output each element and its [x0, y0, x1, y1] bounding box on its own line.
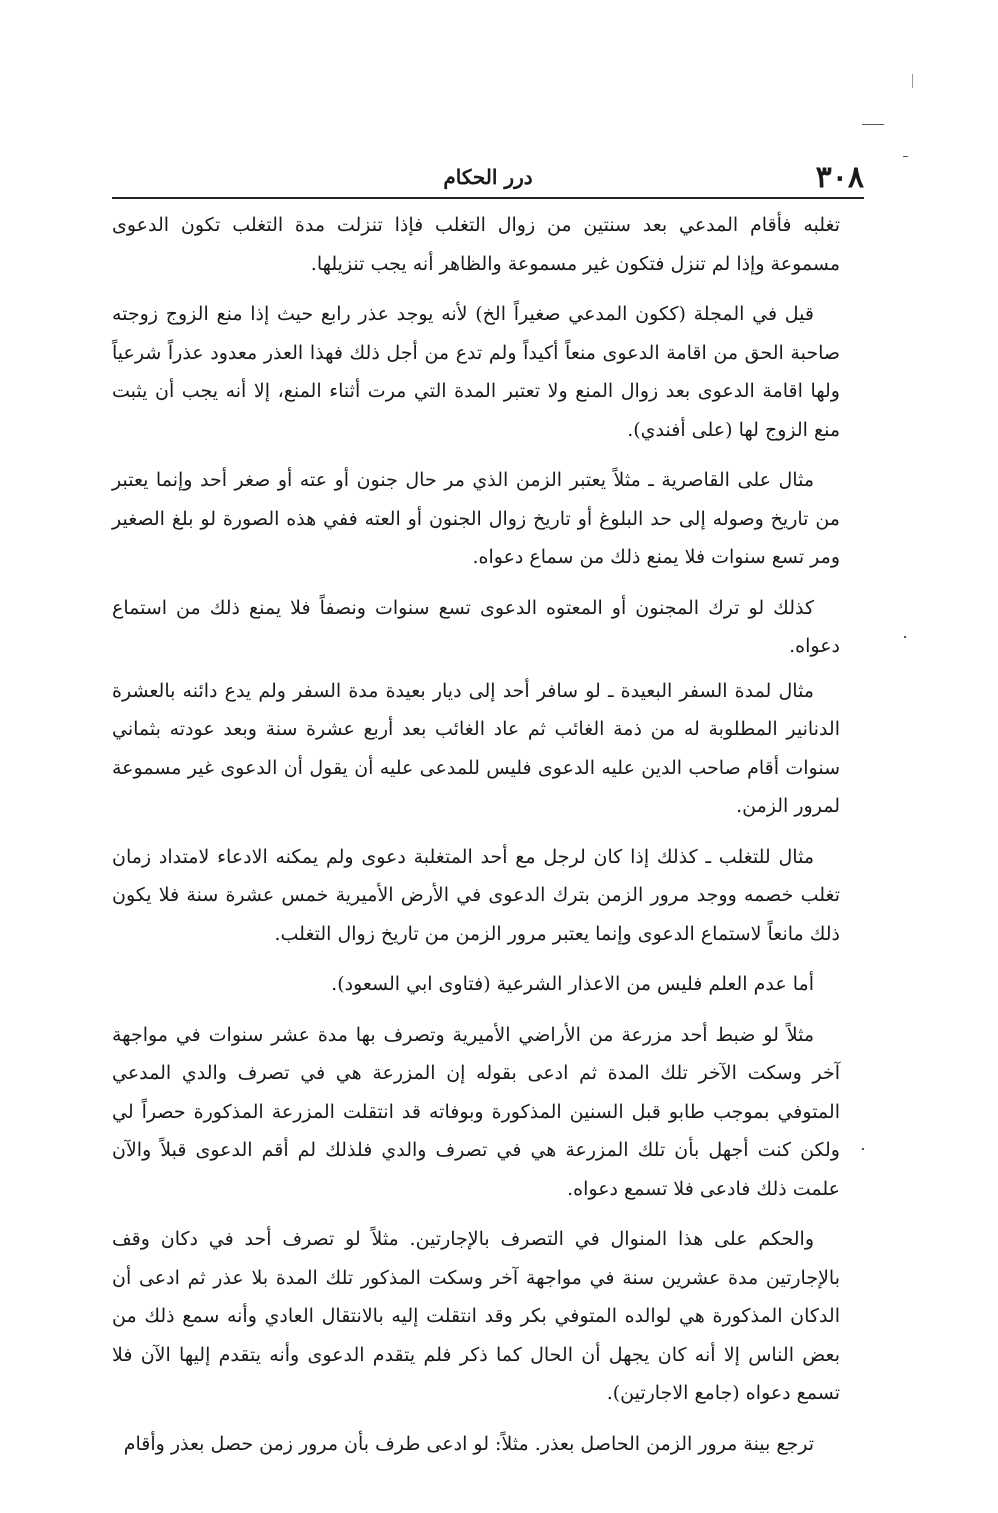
paragraph: مثلاً لو ضبط أحد مزرعة من الأراضي الأميرية وتصرف بها مدة عشر سنوات في مواجهة آخر وسكت الآخر تلك المدة ثم ادعى بقوله إن المزرعة هي في تصرف والدي المدعي المتوفي بموجب طابو قبل السنين المذكورة وبوفاته قد انتقلت المزرعة المذكورة حصراً لي ولكن كنت أجهل بأن تلك المزرعة هي في تصرف والدي فلذلك لم أقم الدعوى قبلاً والآن علمت ذلك فادعى فلا تسمع دعواه. [112, 1023, 840, 1200]
paragraph: أما عدم العلم فليس من الاعذار الشرعية (فتاوى ابي السعود). [331, 973, 814, 995]
paragraph: كذلك لو ترك المجنون أو المعتوه الدعوى تسع سنوات ونصفاً فلا يمنع ذلك من استماع دعواه. [112, 596, 840, 657]
scan-speck [912, 74, 913, 88]
body-text [112, 206, 840, 1475]
paragraph: والحكم على هذا المنوال في التصرف بالإجارتين. مثلاً لو تصرف أحد في دكان وقف بالإجارتين مدة عشرين سنة في مواجهة آخر وسكت المذكور تلك المدة بلا عذر ثم ادعى أن الدكان المذكورة هي لوالده المتوفي بكر وقد انتقلت إليه بالانتقال العادي وأنه سمع ذلك من بعض الناس إلا أنه كان يجهل أن الحال كما ذكر فلم يتقدم الدعوى وأنه يتقدم إليها الآن فلا تسمع دعواه (جامع الاجارتين). [112, 1228, 840, 1404]
paragraph: مثال للتغلب ـ كذلك إذا كان لرجل مع أحد المتغلبة دعوى ولم يمكنه الادعاء لامتداد زمان تغلب خصمه ووجد مرور الزمن بترك الدعوى في الأرض الأميرية خمس عشرة سنة فلا يكون ذلك مانعاً لاستماع الدعوى وإنما يعتبر مرور الزمن من تاريخ زوال التغلب. [112, 845, 840, 945]
page-header [112, 160, 864, 196]
running-title: درر الحكام [443, 165, 533, 189]
paragraph: مثال على القاصرية ـ مثلاً يعتبر الزمن الذي مر حال جنون أو عته أو صغر أحد وإنما يعتبر من تاريخ وصوله إلى حد البلوغ أو تاريخ زوال الجنون أو العته ففي هذه الصورة لو بلغ الصغير ومر تسع سنوات فلا يمنع ذلك من سماع دعواه. [112, 469, 840, 568]
scan-speck [903, 156, 908, 157]
paragraph: قيل في المجلة (ككون المدعي صغيراً الخ) لأنه يوجد عذر رابع حيث إذا منع الزوج زوجته صاحبة الحق من اقامة الدعوى منعاً أكيداً ولم تدع من أجل ذلك فهذا العذر معدود عذراً شرعياً ولها اقامة الدعوى بعد زوال المنع ولا تعتبر المدة التي مرت أثناء المنع، إلا أنه يجب أن يثبت منع الزوج لها (على أفندي). [112, 303, 840, 441]
scan-speck [862, 1148, 864, 1150]
paragraph: تغلبه فأقام المدعي بعد سنتين من زوال التغلب فإذا تنزلت مدة التغلب تكون الدعوى مسموعة وإذا لم تنزل فتكون غير مسموعة والظاهر أنه يجب تنزيلها. [112, 214, 840, 275]
scan-speck [904, 636, 906, 638]
paragraph: ترجع بينة مرور الزمن الحاصل بعذر. مثلاً: لو ادعى طرف بأن مرور زمن حصل بعذر وأقام [123, 1432, 814, 1455]
header-rule [112, 197, 864, 199]
paragraph: مثال لمدة السفر البعيدة ـ لو سافر أحد إلى ديار بعيدة مدة السفر ولم يدع دائنه بالعشرة الدنانير المطلوبة له من ذمة الغائب ثم عاد الغائب بعد أربع عشرة سنة وبعد عودته بثماني سنوات أقام صاحب الدين عليه الدعوى فليس للمدعى عليه أن يقول أن الدعوى غير مسموعة لمرور الزمن. [112, 679, 840, 817]
page-number: ٣٠٨ [815, 160, 864, 195]
scan-speck [862, 124, 884, 125]
